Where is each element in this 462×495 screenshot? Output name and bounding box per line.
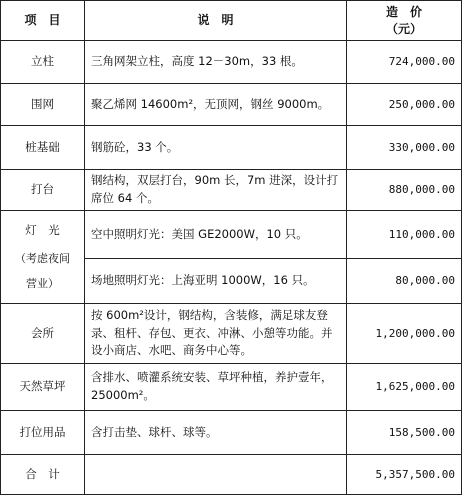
row-cost: 250,000.00 <box>347 84 462 126</box>
row-description: 场地照明灯光：上海亚明 1000W，16 只。 <box>85 259 347 304</box>
table-row-lights-air <box>1 211 462 259</box>
lights-item-line2: （考虑夜间 <box>15 251 70 265</box>
row-description: 含排水、喷灌系统安装、草坪种植，养护壹年，25000m²。 <box>85 364 347 411</box>
row-description: 按 600m²设计，钢结构，含装修，满足球友登录、租杆、存包、更衣、冲淋、小憩等功能。并设小商店、水吧、商务中心等。 <box>85 304 347 364</box>
row-cost: 330,000.00 <box>347 126 462 170</box>
total-description <box>85 455 347 495</box>
lights-item-line1: 灯 光 <box>25 223 60 238</box>
row-item: 会所 <box>1 304 85 364</box>
row-description: 空中照明灯光：美国 GE2000W，10 只。 <box>85 211 347 259</box>
row-description: 含打击垫、球杆、球等。 <box>85 411 347 455</box>
lights-item <box>1 211 85 304</box>
lights-item-line3: 营业） <box>26 276 59 290</box>
table-row <box>1 411 462 455</box>
row-description: 钢结构，双层打台，90m 长，7m 进深，设计打席位 64 个。 <box>85 170 347 211</box>
total-label: 合 计 <box>1 455 85 495</box>
table-row <box>1 364 462 411</box>
total-row <box>1 455 462 495</box>
header-item: 项 目 <box>1 1 85 41</box>
row-cost: 1,625,000.00 <box>347 364 462 411</box>
row-item: 天然草坪 <box>1 364 85 411</box>
header-cost <box>347 1 462 41</box>
table-row <box>1 304 462 364</box>
table-row <box>1 41 462 84</box>
row-cost: 158,500.00 <box>347 411 462 455</box>
row-item: 打台 <box>1 170 85 211</box>
header-cost-line2: （元） <box>385 21 422 36</box>
row-cost: 1,200,000.00 <box>347 304 462 364</box>
row-cost: 110,000.00 <box>347 211 462 259</box>
table-row <box>1 126 462 170</box>
row-cost: 880,000.00 <box>347 170 462 211</box>
table-row <box>1 84 462 126</box>
row-cost: 724,000.00 <box>347 41 462 84</box>
row-item: 围网 <box>1 84 85 126</box>
row-description: 钢筋砼，33 个。 <box>85 126 347 170</box>
row-item: 桩基础 <box>1 126 85 170</box>
row-description: 三角网架立柱，高度 12－30m，33 根。 <box>85 41 347 84</box>
header-row <box>1 1 462 41</box>
row-description: 聚乙烯网 14600m²，无顶网，钢丝 9000m。 <box>85 84 347 126</box>
header-description: 说 明 <box>85 1 347 41</box>
total-cost: 5,357,500.00 <box>347 455 462 495</box>
table-row <box>1 170 462 211</box>
header-cost-line1: 造 价 <box>385 5 422 20</box>
row-item: 打位用品 <box>1 411 85 455</box>
row-cost: 80,000.00 <box>347 259 462 304</box>
row-item: 立柱 <box>1 41 85 84</box>
